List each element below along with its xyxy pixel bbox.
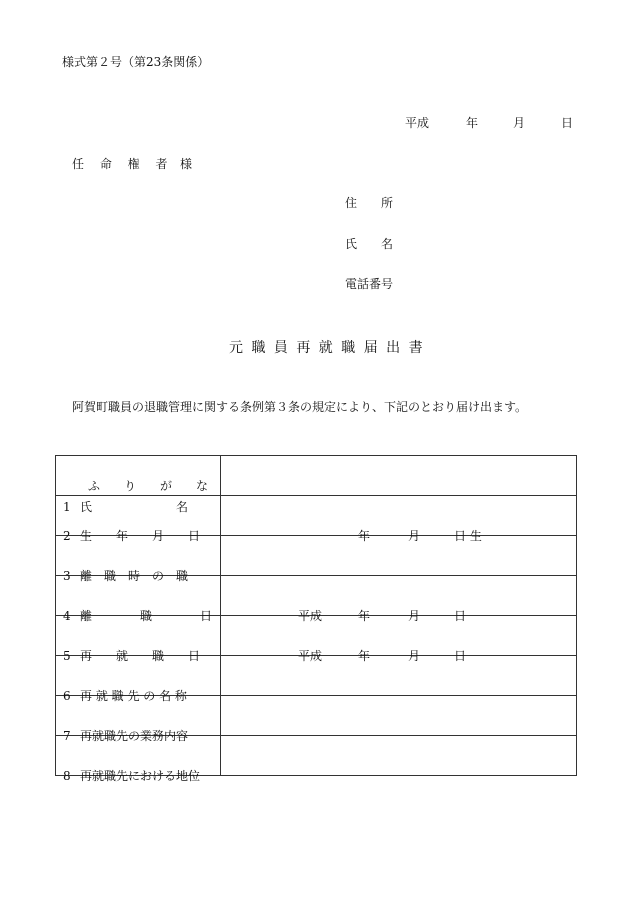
row-label-cell bbox=[56, 696, 221, 743]
value-month: 月 bbox=[408, 648, 421, 663]
row-number: 5 bbox=[63, 648, 71, 663]
table-row bbox=[56, 696, 577, 736]
table-row bbox=[56, 576, 577, 616]
row-label-cell bbox=[56, 536, 221, 583]
row-number: 8 bbox=[63, 768, 71, 783]
value-year: 年 bbox=[358, 648, 371, 663]
row-ruby: ふ り が な bbox=[88, 478, 209, 493]
addressee-honorific: 様 bbox=[180, 157, 193, 171]
address-label: 住 所 bbox=[345, 196, 394, 210]
new-employer-duties-field[interactable] bbox=[221, 696, 577, 736]
value-month: 月 bbox=[408, 528, 421, 543]
row-label-cell bbox=[56, 736, 221, 783]
row-number: 4 bbox=[63, 608, 71, 623]
row-label: 氏 名 bbox=[80, 499, 189, 514]
row-label: 離 職 日 bbox=[80, 608, 213, 623]
date-era: 平成 bbox=[405, 116, 430, 130]
row-label: 離 職 時 の 職 bbox=[80, 568, 189, 583]
document-title: 元 職 員 再 就 職 届 出 書 bbox=[229, 340, 425, 356]
form-number: 様式第２号（第23条関係） bbox=[62, 55, 210, 69]
row-number: 2 bbox=[63, 528, 71, 543]
row-number: 3 bbox=[63, 568, 71, 583]
row-label: 生 年 月 日 bbox=[80, 528, 201, 543]
row-label-cell bbox=[56, 496, 221, 543]
new-employer-position-field[interactable] bbox=[221, 736, 577, 776]
table-row bbox=[56, 456, 577, 496]
date-year: 年 bbox=[466, 116, 479, 130]
position-at-retirement-field[interactable] bbox=[221, 536, 577, 576]
value-year: 年 bbox=[358, 528, 371, 543]
new-employer-name-field[interactable] bbox=[221, 656, 577, 696]
table-row bbox=[56, 496, 577, 536]
value-year: 年 bbox=[358, 608, 371, 623]
row-label-cell bbox=[56, 616, 221, 663]
row-number: 7 bbox=[63, 728, 71, 743]
body-text: 阿賀町職員の退職管理に関する条例第３条の規定により、下記のとおり届け出ます。 bbox=[72, 400, 528, 414]
value-day: 日 bbox=[454, 608, 467, 623]
name-value-field[interactable] bbox=[221, 456, 577, 496]
row-number: 6 bbox=[63, 688, 71, 703]
form-table bbox=[55, 455, 577, 783]
birthdate-value-field[interactable] bbox=[221, 496, 577, 543]
row-label-cell bbox=[56, 576, 221, 623]
date-day: 日 bbox=[561, 116, 574, 130]
phone-label: 電話番号 bbox=[345, 277, 394, 291]
table-row bbox=[56, 536, 577, 576]
value-day: 日 bbox=[454, 648, 467, 663]
value-era: 平成 bbox=[298, 648, 323, 663]
row-label-cell bbox=[56, 456, 221, 514]
value-day: 日 生 bbox=[454, 528, 482, 543]
addressee-label: 任 命 権 者 bbox=[72, 157, 174, 171]
name-label: 氏 名 bbox=[345, 237, 394, 251]
row-label-cell bbox=[56, 656, 221, 703]
reemployment-date-field[interactable] bbox=[221, 616, 577, 663]
table-row bbox=[56, 736, 577, 776]
row-label: 再 就 職 日 bbox=[80, 648, 201, 663]
value-month: 月 bbox=[408, 608, 421, 623]
row-number: 1 bbox=[63, 499, 71, 514]
row-label: 再就職先の業務内容 bbox=[80, 728, 189, 743]
row-label: 再就職先における地位 bbox=[80, 768, 201, 783]
row-label: 再 就 職 先 の 名 称 bbox=[80, 688, 187, 703]
retirement-date-field[interactable] bbox=[221, 576, 577, 623]
value-era: 平成 bbox=[298, 608, 323, 623]
date-month: 月 bbox=[513, 116, 526, 130]
